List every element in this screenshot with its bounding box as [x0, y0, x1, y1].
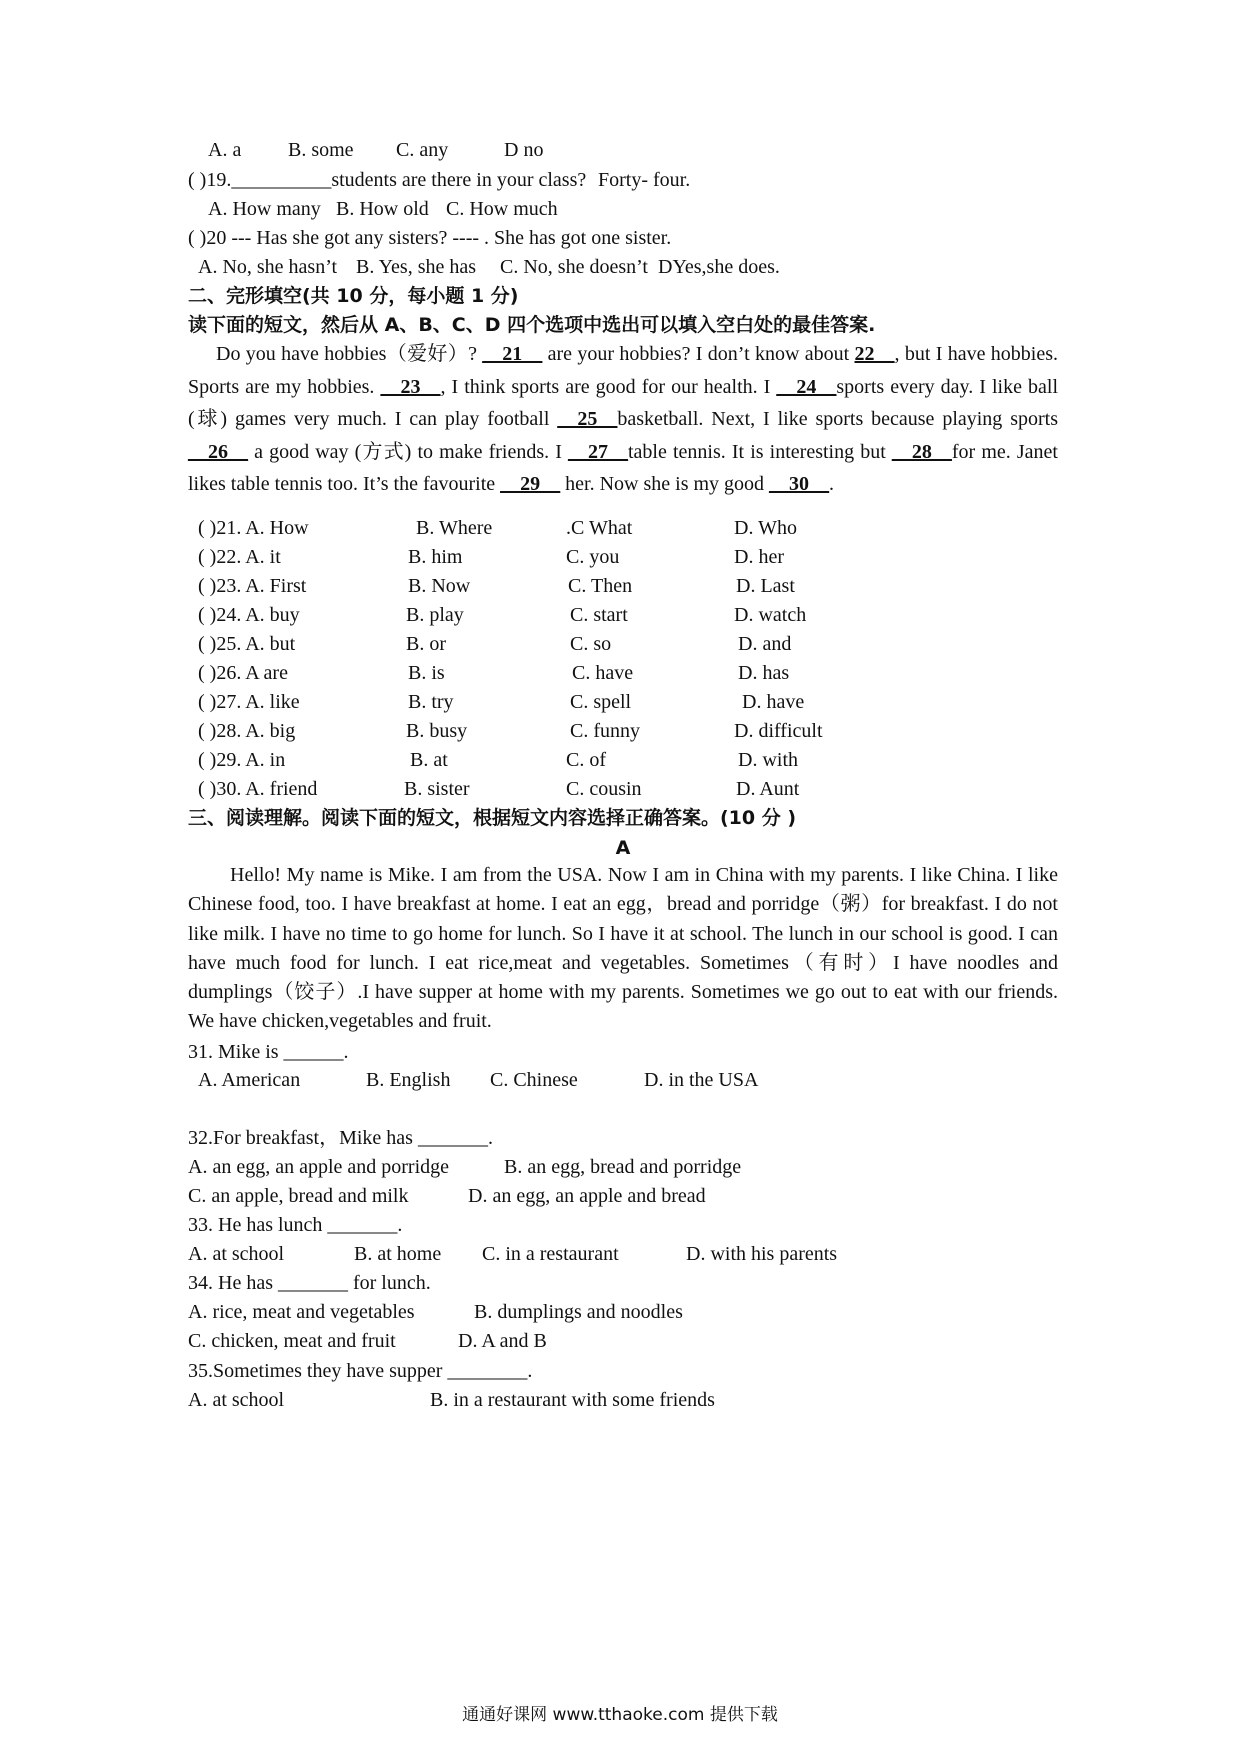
q31-stem: 31. Mike is ______.	[188, 1041, 349, 1063]
q31-option-a: A. American	[198, 1069, 301, 1091]
q32-stem: 32.For breakfast，Mike has _______.	[188, 1127, 493, 1149]
reading-passage-a: Hello! My name is Mike. I am from the USA. Now I am in China with my parents. I like China. I like Chinese food, too. I have breakfast at home. I eat an egg，bread and porridge（粥）for breakfast. I do not like milk. I have no time to go home for lunch. So I have it at school. The lunch in our school is good. I can have much food for lunch. I eat rice,meat and vegetables. Sometimes（有时）I have noodles and dumplings（饺子）.I have supper at home with my parents. Sometimes we go out to eat with our friends. We have chicken,vegetables and fruit.	[188, 864, 1058, 1033]
q24-option-b: B. play	[406, 604, 464, 626]
q21-option-c: .C What	[566, 517, 633, 539]
q23-option-c: C. Then	[568, 575, 633, 597]
q28-option-a: ( )28. A. big	[198, 720, 296, 742]
q21-option-d: D. Who	[734, 517, 797, 539]
q33-option-a: A. at school	[188, 1243, 285, 1265]
cloze-text-10: basketball. Next, I like sports because playing sports	[617, 408, 1058, 431]
q33-option-b: B. at home	[354, 1243, 442, 1265]
q26-option-a: ( )26. A are	[198, 662, 288, 684]
cloze-text-14: table tennis. It is interesting but	[628, 440, 892, 463]
q26-option-c: C. have	[572, 662, 634, 684]
cloze-text-8: sports every day. I like ball (球) games very much. I can play football	[188, 375, 1058, 431]
q19-stem: ( )19.__________students are there in your class?	[188, 169, 587, 191]
q32-options-row2	[188, 1180, 1058, 1212]
cloze-question-30	[188, 773, 1058, 805]
cloze-text-2: are your hobbies? I don’t know about	[542, 343, 855, 365]
cloze-question-22	[188, 541, 1058, 573]
page-footer: 通通好课网 www.tthaoke.com 提供下载	[462, 1705, 778, 1725]
q33-option-d: D. with his parents	[686, 1243, 838, 1265]
q19-stem-line	[188, 164, 1058, 196]
q22-option-b: B. him	[408, 546, 463, 568]
blank-26: __26__	[188, 440, 248, 463]
cloze-question-23	[188, 570, 1058, 602]
blank-24: __24__	[776, 375, 837, 398]
q32-option-b: B. an egg, bread and porridge	[504, 1156, 742, 1178]
q25-option-c: C. so	[570, 633, 612, 655]
q26-option-d: D. has	[738, 662, 790, 684]
q19-option-a: A. How many	[208, 198, 321, 220]
section2-instruction: 读下面的短文，然后从 A、B、C、D 四个选项中选出可以填入空白处的最佳答案.	[188, 314, 876, 336]
q18-option-c: C. any	[396, 139, 449, 161]
q27-option-d: D. have	[742, 691, 805, 713]
blank-28: __28__	[891, 440, 952, 463]
blank-27: __27__	[568, 440, 628, 463]
q25-option-a: ( )25. A. but	[198, 633, 296, 655]
q34-options-row1	[188, 1296, 1058, 1328]
q30-option-d: D. Aunt	[736, 778, 800, 800]
q34-option-d: D. A and B	[458, 1330, 547, 1352]
q19-answer-hint: Forty- four.	[598, 169, 691, 191]
q32-option-d: D. an egg, an apple and bread	[468, 1185, 706, 1207]
q25-option-d: D. and	[738, 633, 792, 655]
cloze-question-29	[188, 744, 1058, 776]
cloze-passage	[188, 338, 1058, 501]
q30-option-c: C. cousin	[566, 778, 642, 800]
q24-option-a: ( )24. A. buy	[198, 604, 300, 626]
q19-options	[188, 193, 1058, 225]
cloze-text-4: , but I have hobbies. Sports are my hobbies.	[188, 343, 1059, 398]
cloze-question-26	[188, 657, 1058, 689]
q29-option-c: C. of	[566, 749, 606, 771]
q23-option-b: B. Now	[408, 575, 471, 597]
cloze-text-16: for me. Janet likes table tennis too. It’s the favourite	[188, 440, 1058, 496]
q20-option-d: DYes,she does.	[658, 256, 780, 278]
q20-stem-line	[188, 222, 1058, 254]
cloze-text-6: , I think sports are good for our health. I	[440, 375, 777, 398]
q30-option-b: B. sister	[404, 778, 470, 800]
q28-option-b: B. busy	[406, 720, 468, 742]
q28-option-c: C. funny	[570, 720, 640, 742]
cloze-text-18: her. Now she is my good	[560, 473, 770, 496]
q20-options	[188, 251, 1058, 283]
cloze-text-20: .	[829, 473, 835, 496]
q28-option-d: D. difficult	[734, 720, 823, 742]
q29-option-d: D. with	[738, 749, 798, 771]
q18-option-b: B. some	[288, 139, 354, 161]
q33-stem: 33. He has lunch _______.	[188, 1214, 403, 1236]
q31-option-b: B. English	[366, 1069, 451, 1091]
q35-options	[188, 1384, 1058, 1416]
q33-option-c: C. in a restaurant	[482, 1243, 619, 1265]
q23-option-a: ( )23. A. First	[198, 575, 307, 597]
blank-25: __25__	[557, 408, 618, 431]
q20-option-a: A. No, she hasn’t	[198, 256, 338, 278]
q20-option-b: B. Yes, she has	[356, 256, 477, 278]
q29-option-b: B. at	[410, 749, 448, 771]
q34-options-row2	[188, 1325, 1058, 1357]
q19-option-c: C. How much	[446, 198, 558, 220]
q27-option-a: ( )27. A. like	[198, 691, 300, 713]
q23-option-d: D. Last	[736, 575, 795, 597]
q35-stem: 35.Sometimes they have supper ________.	[188, 1360, 533, 1382]
q20-stem: ( )20 --- Has she got any sisters? ---- . She has got one sister.	[188, 227, 672, 249]
cloze-text-12: a good way (方式) to make friends. I	[248, 440, 568, 463]
q32-options-row1	[188, 1151, 1058, 1183]
q35-option-a: A. at school	[188, 1389, 285, 1411]
q19-option-b: B. How old	[336, 198, 429, 220]
q22-option-d: D. her	[734, 546, 784, 568]
q34-stem: 34. He has _______ for lunch.	[188, 1272, 431, 1294]
q27-option-c: C. spell	[570, 691, 632, 713]
q24-option-c: C. start	[570, 604, 628, 626]
q18-options	[188, 134, 1058, 166]
q27-option-b: B. try	[408, 691, 454, 713]
blank-29: __29__	[500, 473, 561, 496]
q32-option-a: A. an egg, an apple and porridge	[188, 1156, 450, 1178]
blank-23: __23__	[380, 375, 441, 398]
cloze-question-24	[188, 599, 1058, 631]
q22-option-c: C. you	[566, 546, 620, 568]
blank-21: __21__	[482, 343, 543, 365]
q25-option-b: B. or	[406, 633, 446, 655]
q21-option-a: ( )21. A. How	[198, 517, 309, 539]
q33-options	[188, 1238, 1058, 1270]
q21-option-b: B. Where	[416, 517, 493, 539]
q31-option-c: C. Chinese	[490, 1069, 578, 1091]
cloze-question-28	[188, 715, 1058, 747]
section2-title: 二、完形填空(共 10 分，每小题 1 分)	[188, 285, 519, 307]
q32-option-c: C. an apple, bread and milk	[188, 1185, 409, 1207]
q31-options	[188, 1064, 1058, 1096]
q34-option-c: C. chicken, meat and fruit	[188, 1330, 396, 1352]
cloze-question-25	[188, 628, 1058, 660]
q22-option-a: ( )22. A. it	[198, 546, 281, 568]
q18-option-a: A. a	[208, 139, 242, 161]
q24-option-d: D. watch	[734, 604, 807, 626]
q30-option-a: ( )30. A. friend	[198, 778, 318, 800]
section3-title: 三、阅读理解。阅读下面的短文，根据短文内容选择正确答案。(10 分 )	[188, 807, 797, 829]
cloze-text-0: Do you have hobbies（爱好）?	[216, 343, 483, 365]
q31-option-d: D. in the USA	[644, 1069, 759, 1091]
blank-22: 22__	[854, 343, 895, 365]
cloze-question-21	[188, 512, 1058, 544]
q20-option-c: C. No, she doesn’t	[500, 256, 648, 278]
blank-30: __30__	[769, 473, 830, 496]
cloze-question-27	[188, 686, 1058, 718]
q35-option-b: B. in a restaurant with some friends	[430, 1389, 715, 1411]
q34-option-a: A. rice, meat and vegetables	[188, 1301, 415, 1323]
passage-a-label: A	[615, 837, 631, 859]
q29-option-a: ( )29. A. in	[198, 749, 286, 771]
q34-option-b: B. dumplings and noodles	[474, 1301, 683, 1323]
q26-option-b: B. is	[408, 662, 445, 684]
q18-option-d: D no	[504, 139, 544, 161]
